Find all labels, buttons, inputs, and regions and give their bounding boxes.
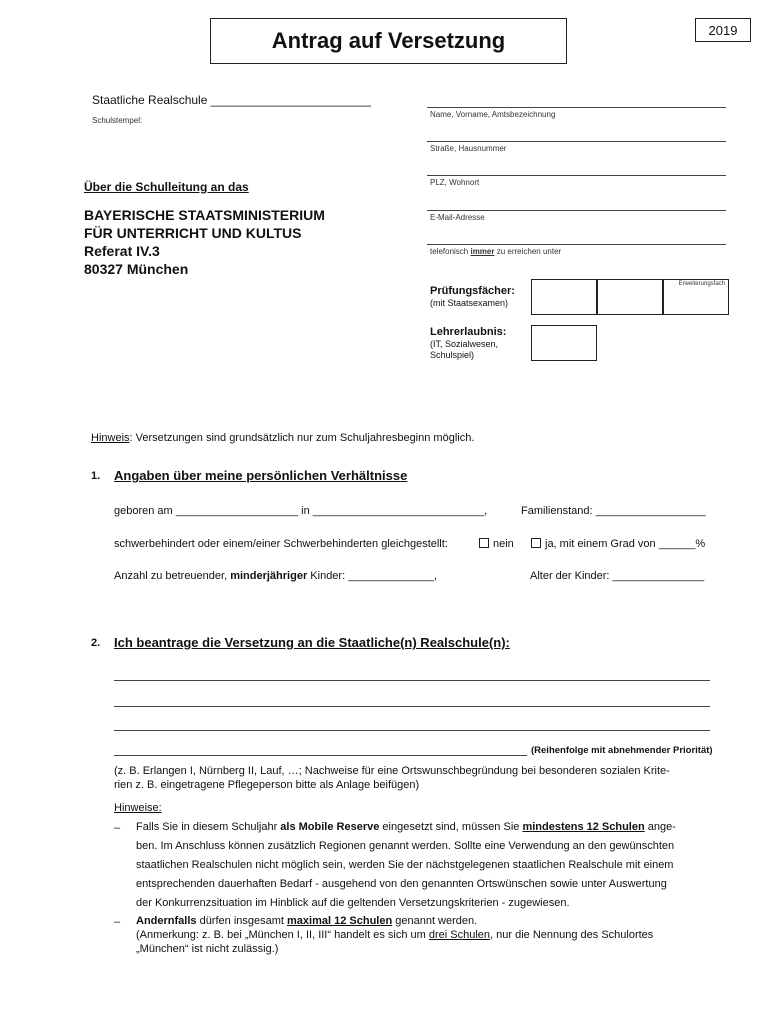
pruefungsfaecher-sub: (mit Staatsexamen): [430, 298, 509, 308]
email-line: [427, 210, 726, 211]
email-field-label: E-Mail-Adresse: [430, 213, 485, 222]
section2-title: Ich beantrage die Versetzung an die Staatliche(n) Realschule(n):: [114, 635, 510, 650]
bullet-mobile-reserve: Falls Sie in diesem Schuljahr als Mobile Reserve eingesetzt sind, müssen Sie mindestens 12 Schulen ange- ben. Im Anschluss können zusätzlich Regionen genannt werden. Sollte eine Verwendung an den gewünschten staatlichen Realschulen nicht möglich sein, werden Sie der nächstgelegenen staatlichen Realschule mit einem entsprechenden dauerhaften Bedarf - ausgehend von den genannten Ortswünschen sowie unter Auswertung der Konkurrenzsituation im Hinblick auf die geltenden Versetzungskriterien - zugewiesen.: [136, 821, 676, 909]
school-wish-line-1[interactable]: [114, 680, 710, 681]
pruefungsfaecher-label: Prüfungsfächer:: [430, 285, 515, 297]
via-label: Über die Schulleitung an das: [84, 180, 249, 194]
section2-number: 2.: [91, 637, 101, 649]
lehrerlaubnis-box[interactable]: [531, 325, 597, 361]
extension-label: Erweiterungsfach: [678, 281, 725, 287]
school-wish-line-3[interactable]: [114, 730, 710, 731]
ministry-address: [84, 206, 325, 278]
address-line: 80327 München: [84, 261, 189, 277]
birth-line: geboren am ____________________ in ____________________________,: [114, 505, 488, 517]
phone-emph: immer: [470, 247, 495, 256]
checkbox-no[interactable]: [479, 538, 489, 548]
subject-box-extension[interactable]: [663, 279, 729, 315]
school-wish-line-2[interactable]: [114, 706, 710, 707]
address-line: BAYERISCHE STAATSMINISTERIUM: [84, 207, 325, 223]
name-line: [427, 107, 726, 108]
school-wish-line-4[interactable]: [114, 755, 527, 756]
hinweis-top: Hinweis: Versetzungen sind grundsätzlich nur zum Schuljahresbeginn möglich.: [91, 432, 475, 444]
lehrerlaubnis-sub1: (IT, Sozialwesen,: [430, 339, 499, 349]
address-line: Referat IV.3: [84, 243, 160, 259]
disabled-no-option[interactable]: nein: [479, 538, 514, 550]
children-age: Alter der Kinder: _______________: [530, 570, 705, 582]
bullet-andernfalls: Andernfalls dürfen insgesamt maximal 12 Schulen genannt werden. (Anmerkung: z. B. bei „München I, II, III“ handelt es sich um drei Schulen, nur die Nennung des Schulortes „München“ ist nicht zulässig.): [136, 915, 654, 955]
street-line: [427, 141, 726, 142]
bullet-dash-2: –: [114, 916, 121, 928]
city-field-label: PLZ, Wohnort: [430, 178, 480, 187]
disabled-yes-option[interactable]: ja, mit einem Grad von ______%: [531, 538, 705, 550]
hinweise-label: Hinweise:: [114, 802, 162, 814]
children-count: Anzahl zu betreuender, minderjähriger Kinder: ______________,: [114, 570, 437, 582]
school-label: Staatliche Realschule ________________________: [92, 93, 371, 107]
phone-line: [427, 244, 726, 245]
section1-title: Angaben über meine persönlichen Verhältnisse: [114, 468, 408, 483]
form-title: Antrag auf Versetzung: [210, 18, 567, 64]
phone-field-label: telefonisch immer zu erreichen unter: [430, 247, 562, 256]
year-box: 2019: [695, 18, 751, 42]
priority-note: (Reihenfolge mit abnehmender Priorität): [531, 745, 713, 756]
lehrerlaubnis-sub2: Schulspiel): [430, 350, 475, 360]
stamp-label: Schulstempel:: [92, 116, 143, 125]
disabled-label: schwerbehindert oder einem/einer Schwerbehinderten gleichgestellt:: [114, 538, 448, 550]
family-status: Familienstand: __________________: [521, 505, 706, 517]
bullet-dash-1: –: [114, 822, 121, 834]
name-field-label: Name, Vorname, Amtsbezeichnung: [430, 110, 556, 119]
city-line: [427, 175, 726, 176]
subject-box-2[interactable]: [597, 279, 663, 315]
example-note: (z. B. Erlangen I, Nürnberg II, Lauf, …; Nachweise für eine Ortswunschbegründung bei besonderen sozialen Krite- rien z. B. eingetragene Pflegeperson bitte als Anlage beifügen): [114, 765, 670, 791]
address-line: FÜR UNTERRICHT UND KULTUS: [84, 225, 302, 241]
subject-box-1[interactable]: [531, 279, 597, 315]
lehrerlaubnis-label: Lehrerlaubnis:: [430, 326, 507, 338]
street-field-label: Straße, Hausnummer: [430, 144, 507, 153]
section1-number: 1.: [91, 470, 101, 482]
checkbox-yes[interactable]: [531, 538, 541, 548]
